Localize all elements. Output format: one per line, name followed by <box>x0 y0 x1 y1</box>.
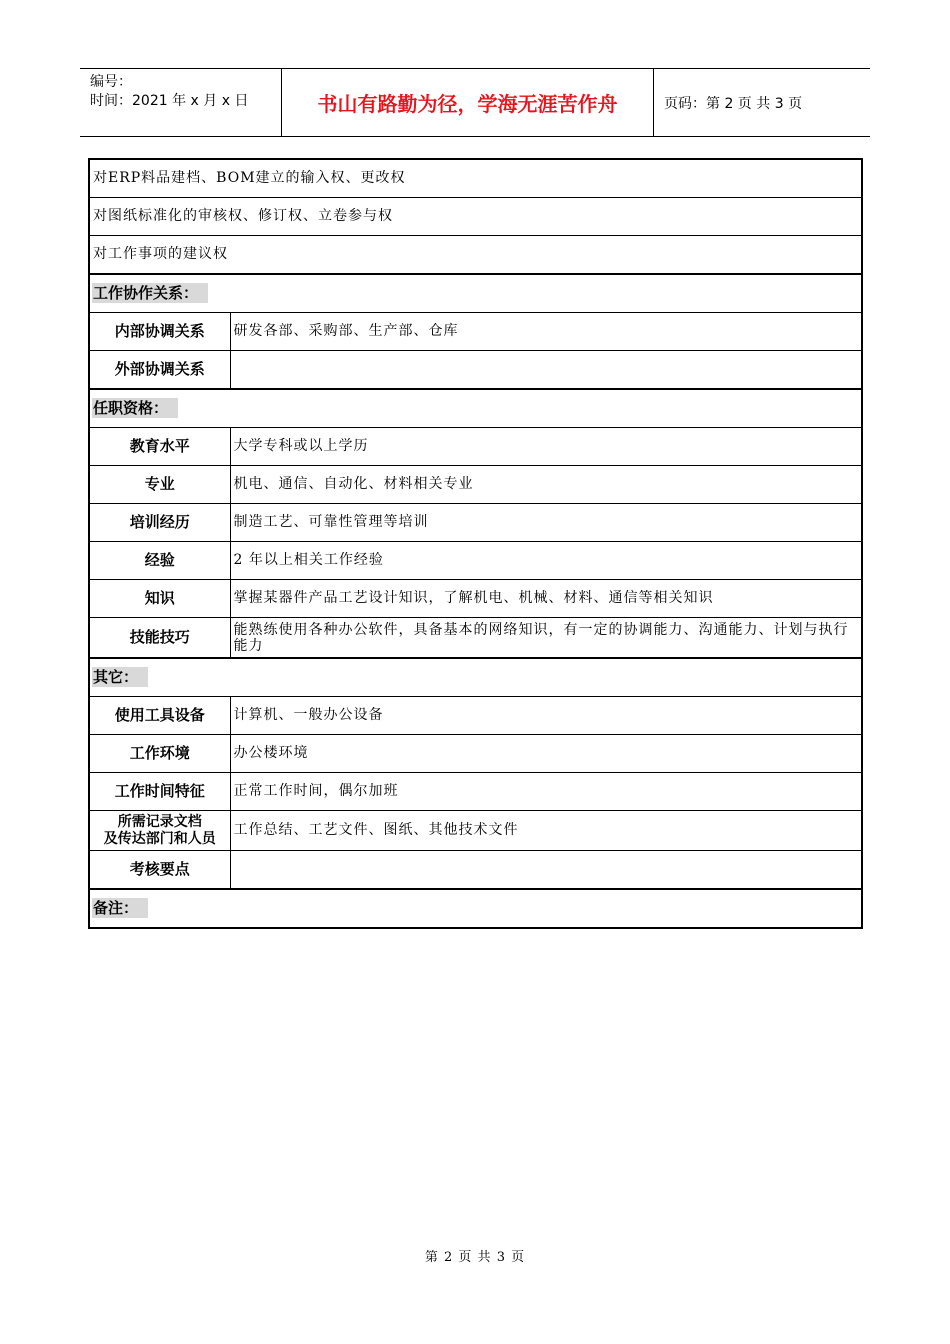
field-value: 制造工艺、可靠性管理等培训 <box>230 504 862 542</box>
field-value <box>230 851 862 890</box>
table-row <box>89 351 862 390</box>
field-label: 内部协调关系 <box>89 313 230 351</box>
field-label: 使用工具设备 <box>89 697 230 735</box>
page-header <box>80 68 870 137</box>
table-row <box>89 504 862 542</box>
field-label: 教育水平 <box>89 428 230 466</box>
section-title-qualifications <box>89 389 862 428</box>
section-title-other <box>89 658 862 697</box>
rights-row <box>89 236 862 275</box>
field-label <box>89 811 230 851</box>
job-description-table <box>88 158 863 929</box>
field-label: 知识 <box>89 580 230 618</box>
field-value: 工作总结、工艺文件、图纸、其他技术文件 <box>230 811 862 851</box>
rights-row <box>89 159 862 198</box>
document-number-label: 编号： <box>90 74 132 90</box>
section-title-cooperation <box>89 274 862 313</box>
section-header-row <box>89 889 862 928</box>
page-footer: 第 2 页 共 3 页 <box>424 1250 526 1265</box>
document-date: 时间：2021 年 x 月 x 日 <box>90 93 249 109</box>
field-value: 能熟练使用各种办公软件，具备基本的网络知识，有一定的协调能力、沟通能力、计划与执行能力 <box>230 618 862 659</box>
header-page-cell <box>654 69 870 136</box>
field-value: 研发各部、采购部、生产部、仓库 <box>230 313 862 351</box>
table-row <box>89 580 862 618</box>
section-header-row <box>89 389 862 428</box>
field-label: 培训经历 <box>89 504 230 542</box>
right-item: 对ERP料品建档、BOM建立的输入权、更改权 <box>89 159 862 198</box>
field-value: 掌握某器件产品工艺设计知识，了解机电、机械、材料、通信等相关知识 <box>230 580 862 618</box>
rights-row <box>89 198 862 236</box>
field-label: 外部协调关系 <box>89 351 230 390</box>
right-item: 对图纸标准化的审核权、修订权、立卷参与权 <box>89 198 862 236</box>
section-title-remarks <box>89 889 862 928</box>
field-value: 办公楼环境 <box>230 735 862 773</box>
table-row <box>89 313 862 351</box>
section-header-row <box>89 274 862 313</box>
page-number-info: 页码：第 2 页 共 3 页 <box>664 96 803 112</box>
section-title-text: 其它： <box>92 667 148 687</box>
table-row <box>89 428 862 466</box>
field-value: 机电、通信、自动化、材料相关专业 <box>230 466 862 504</box>
motto-text: 书山有路勤为径，学海无涯苦作舟 <box>317 92 618 116</box>
field-label: 经验 <box>89 542 230 580</box>
field-value: 计算机、一般办公设备 <box>230 697 862 735</box>
table-row <box>89 466 862 504</box>
table-row <box>89 811 862 851</box>
right-item: 对工作事项的建议权 <box>89 236 862 275</box>
field-label: 考核要点 <box>89 851 230 890</box>
field-value: 正常工作时间，偶尔加班 <box>230 773 862 811</box>
table-row <box>89 618 862 659</box>
table-row <box>89 851 862 890</box>
field-label: 专业 <box>89 466 230 504</box>
section-title-text: 任职资格： <box>92 398 178 418</box>
field-label: 工作时间特征 <box>89 773 230 811</box>
section-title-text: 备注： <box>92 898 148 918</box>
field-value: 2 年以上相关工作经验 <box>230 542 862 580</box>
field-label-line: 所需记录文档 <box>117 813 202 830</box>
field-label-line: 及传达部门和人员 <box>103 830 216 847</box>
table-row <box>89 773 862 811</box>
field-label: 技能技巧 <box>89 618 230 659</box>
header-meta-cell <box>80 69 282 136</box>
section-title-text: 工作协作关系： <box>92 283 208 303</box>
header-motto-cell <box>282 69 654 136</box>
field-value <box>230 351 862 390</box>
table-row <box>89 735 862 773</box>
section-header-row <box>89 658 862 697</box>
field-value: 大学专科或以上学历 <box>230 428 862 466</box>
field-label: 工作环境 <box>89 735 230 773</box>
table-row <box>89 542 862 580</box>
table-row <box>89 697 862 735</box>
